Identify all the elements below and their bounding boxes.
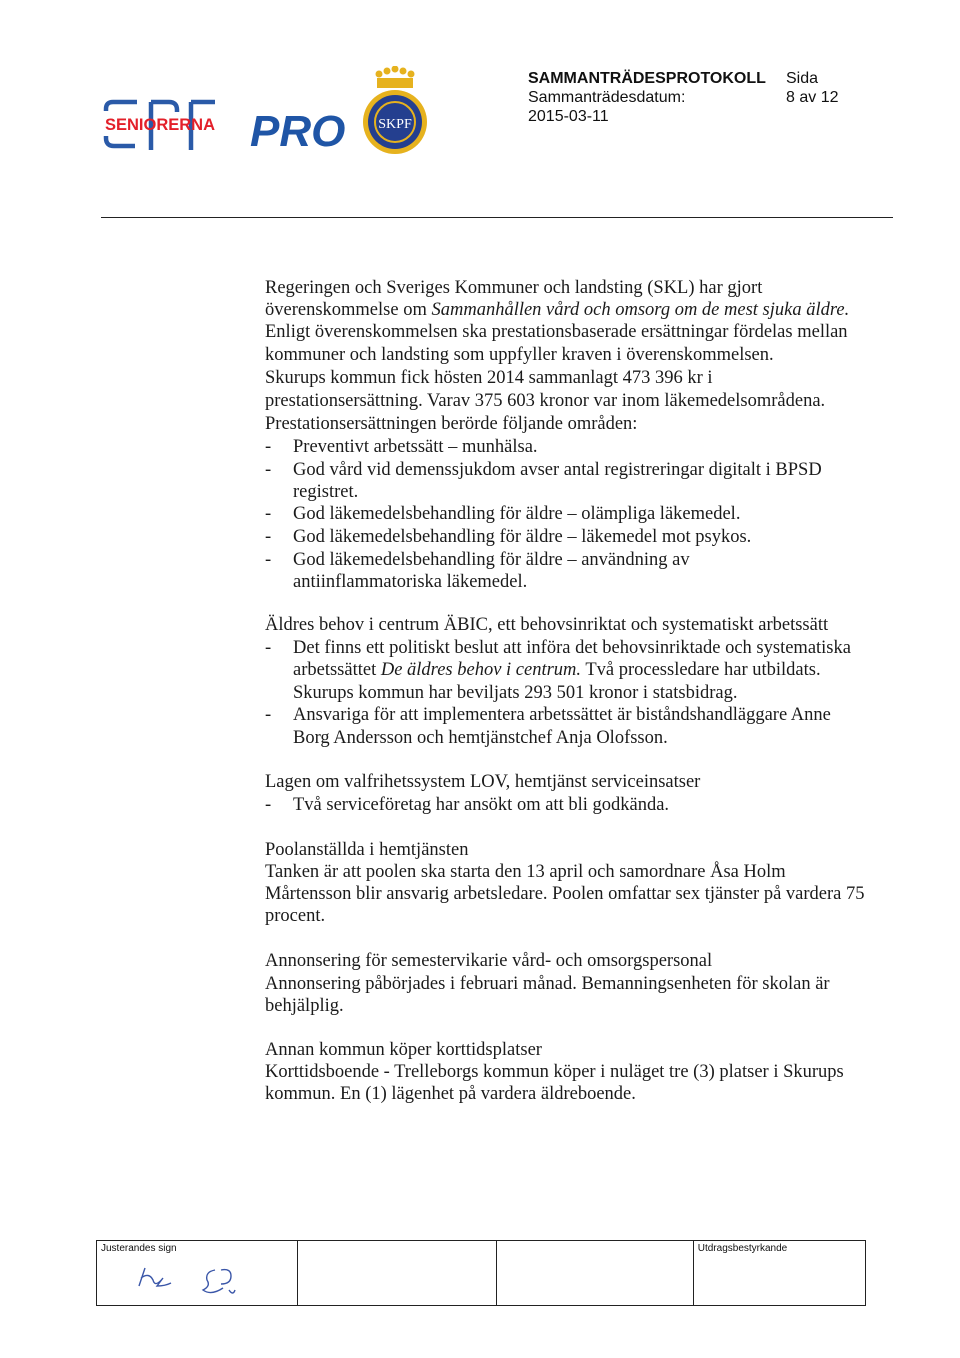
section-heading: Äldres behov i centrum ÄBIC, ett behovsinriktat och systematiskt arbetssätt: [265, 615, 829, 635]
signature-cell: [297, 1241, 496, 1306]
document-title: SAMMANTRÄDESPROTOKOLL: [528, 70, 766, 87]
meeting-date-label: Sammanträdesdatum:: [528, 89, 686, 106]
signature-scribble: [97, 1256, 287, 1300]
list-item: Ansvariga för att implementera arbetssättet är biståndshandläggare Anne: [293, 705, 831, 725]
body-text: Mårtensson blir ansvarig arbetsledare. Poolen omfattar sex tjänster på vardera 75: [265, 884, 865, 904]
list-item: registret.: [293, 482, 359, 502]
body-text: överenskommelse om Sammanhållen vård och omsorg om de mest sjuka äldre.: [265, 300, 850, 320]
meeting-date: 2015-03-11: [528, 108, 609, 125]
bullet-dash: -: [265, 460, 272, 480]
body-text: Regeringen och Sveriges Kommuner och landsting (SKL) har gjort: [265, 278, 763, 298]
list-item: Skurups kommun har beviljats 293 501 kronor i statsbidrag.: [293, 683, 738, 703]
body-text: Annonsering påbörjades i februari månad. Bemanningsenheten för skolan är: [265, 974, 830, 994]
list-item: Det finns ett politiskt beslut att införa det behovsinriktade och systematiska: [293, 638, 851, 658]
body-text: Prestationsersättningen berörde följande områden:: [265, 414, 638, 434]
list-item: Preventivt arbetssätt – munhälsa.: [293, 437, 538, 457]
signature-table: [96, 1240, 866, 1306]
header-divider: [101, 217, 893, 218]
section-heading: Annan kommun köper korttidsplatser: [265, 1040, 542, 1060]
body-text: Enligt överenskommelsen ska prestationsbaserade ersättningar fördelas mellan: [265, 322, 848, 342]
list-item: God läkemedelsbehandling för äldre – olämpliga läkemedel.: [293, 504, 741, 524]
body-text: Skurups kommun fick hösten 2014 sammanlagt 473 396 kr i: [265, 368, 713, 388]
signature-cell: [693, 1241, 865, 1306]
list-item: Borg Andersson och hemtjänstchef Anja Olofsson.: [293, 728, 668, 748]
bullet-dash: -: [265, 795, 272, 815]
spf-seniorerna-logo: [103, 92, 243, 154]
bullet-dash: -: [265, 638, 272, 658]
skpf-logo: [355, 66, 435, 160]
utdragsbestyrkande-label: Utdragsbestyrkande: [697, 1243, 788, 1254]
list-item: God läkemedelsbehandling för äldre – användning av: [293, 550, 690, 570]
body-text: Tanken är att poolen ska starta den 13 april och samordnare Åsa Holm: [265, 862, 786, 882]
body-text: kommuner och landsting som uppfyller kraven i överenskommelsen.: [265, 345, 774, 365]
section-heading: Lagen om valfrihetssystem LOV, hemtjänst serviceinsatser: [265, 772, 701, 792]
bullet-dash: -: [265, 527, 272, 547]
bullet-dash: -: [265, 504, 272, 524]
body-text: behjälplig.: [265, 996, 344, 1016]
section-heading: Poolanställda i hemtjänsten: [265, 840, 469, 860]
list-item: Två serviceföretag har ansökt om att bli godkända.: [293, 795, 670, 815]
body-text: prestationsersättning. Varav 375 603 kronor var inom läkemedelsområdena.: [265, 391, 826, 411]
spf-logo-text: SENIORERNA: [105, 116, 216, 134]
list-item: God vård vid demenssjukdom avser antal registreringar digitalt i BPSD: [293, 460, 822, 480]
page-label: Sida: [786, 70, 819, 87]
pro-logo: [250, 108, 345, 152]
page-number: 8 av 12: [786, 89, 839, 106]
list-item: God läkemedelsbehandling för äldre – läkemedel mot psykos.: [293, 527, 752, 547]
signature-cell: [97, 1241, 298, 1306]
section-heading: Annonsering för semestervikarie vård- och omsorgspersonal: [265, 951, 713, 971]
pro-logo-text: PRO: [250, 108, 345, 152]
signature-cell: [496, 1241, 693, 1306]
skpf-logo-text: SKPF: [378, 117, 412, 132]
list-item: antiinflammatoriska läkemedel.: [293, 572, 528, 592]
bullet-dash: -: [265, 550, 272, 570]
bullet-dash: -: [265, 705, 272, 725]
bullet-dash: -: [265, 437, 272, 457]
body-text: kommun. En (1) lägenhet på vardera äldreboende.: [265, 1084, 636, 1104]
justerandes-sign-label: Justerandes sign: [101, 1243, 177, 1254]
body-text: procent.: [265, 906, 326, 926]
body-text: Korttidsboende - Trelleborgs kommun köper i nuläget tre (3) platser i Skurups: [265, 1062, 844, 1082]
list-item: arbetssättet De äldres behov i centrum. Två processledare har utbildats.: [293, 660, 821, 680]
